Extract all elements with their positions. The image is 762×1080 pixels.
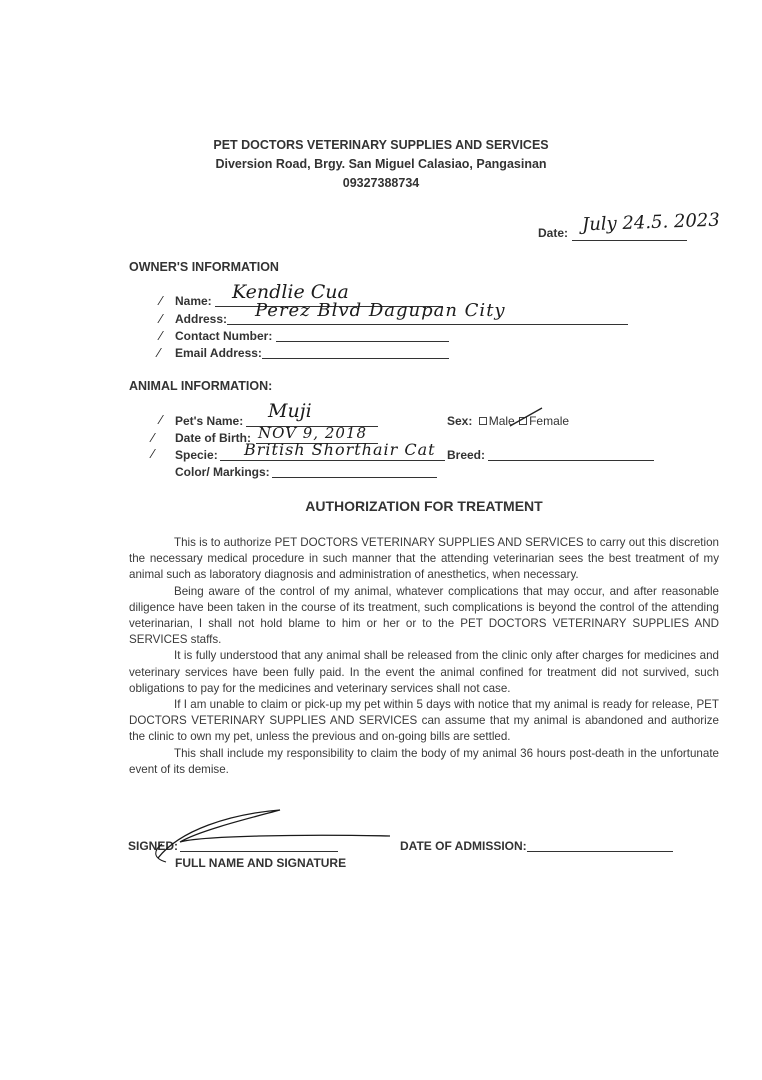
dob-value: NOV 9, 2018 <box>258 424 368 442</box>
male-checkbox[interactable] <box>479 417 487 425</box>
check-mark-icon: ∕ <box>158 345 161 360</box>
company-address: Diversion Road, Brgy. San Miguel Calasiao, Pangasinan <box>215 157 547 171</box>
full-name-signature-label: FULL NAME AND SIGNATURE <box>175 856 347 870</box>
owner-contact-label: Contact Number: <box>175 329 273 343</box>
signed-label: SIGNED: <box>128 839 179 853</box>
owner-email-label: Email Address: <box>175 346 262 360</box>
date-label: Date: <box>538 226 569 240</box>
authorization-title: AUTHORIZATION FOR TREATMENT <box>305 498 543 514</box>
owner-address-line[interactable] <box>227 324 628 325</box>
date-line[interactable] <box>572 240 687 241</box>
authorization-paragraph: Being aware of the control of my animal, whatever complications that may occur, and after reasonable diligence have been taken in the course of its treatment, such complications is beyond the control of the attending veterinarian, I shall not hold blame to him or her or to the PET DOCTORS VETERINARY SUPPLIES AND SERVICES staffs. <box>129 584 719 647</box>
owner-address-value: Perez Blvd Dagupan City <box>255 300 506 321</box>
sex-label: Sex: <box>447 414 473 428</box>
sex-female-label: Female <box>529 414 570 428</box>
dob-label: Date of Birth: <box>175 431 251 445</box>
owner-name-value: Kendlie Cua <box>232 281 349 303</box>
company-name: PET DOCTORS VETERINARY SUPPLIES AND SERVICES <box>213 138 549 152</box>
specie-line[interactable] <box>220 460 445 461</box>
date-of-admission-line[interactable] <box>527 851 673 852</box>
check-mark-icon: ∕ <box>160 412 163 427</box>
authorization-body <box>129 535 719 778</box>
authorization-paragraph: This is to authorize PET DOCTORS VETERINARY SUPPLIES AND SERVICES to carry out this discretion the necessary medical procedure in such manner that the attending veterinarian sees the best treatment of my animal such as laboratory diagnosis and administration of anesthetics, when necessary. <box>129 536 719 582</box>
color-label: Color/ Markings: <box>175 465 270 479</box>
specie-value: British Shorthair Cat <box>244 440 436 459</box>
owner-name-label: Name: <box>175 294 212 308</box>
pet-name-label: Pet's Name: <box>175 414 244 428</box>
owner-section-title: OWNER'S INFORMATION <box>129 260 279 274</box>
sex-male-label: Male <box>488 414 515 428</box>
owner-address-label: Address: <box>175 312 228 326</box>
check-mark-icon: ∕ <box>152 430 155 445</box>
check-mark-icon: ∕ <box>160 328 163 343</box>
check-mark-icon: ∕ <box>152 446 155 461</box>
authorization-paragraph: If I am unable to claim or pick-up my pet within 5 days with notice that my animal is ready for release, PET DOCTORS VETERINARY SUPPLIES AND SERVICES can assume that my animal is abandoned and authorize the clinic to own my pet, unless the previous and on-going bills are settled. <box>129 698 719 744</box>
breed-line[interactable] <box>488 460 654 461</box>
breed-label: Breed: <box>447 448 486 462</box>
date-value: July 24.5. 2023 <box>581 209 721 236</box>
authorization-paragraph: It is fully understood that any animal shall be released from the clinic only after charges for medicines and veterinary services have been fully paid. In the event the animal confined for treatment did not survived, such obligations to pay for the medicines and veterinary services shall not case. <box>129 649 719 695</box>
animal-section-title: ANIMAL INFORMATION: <box>129 379 273 393</box>
check-mark-icon: ∕ <box>160 293 163 308</box>
check-mark-icon: ∕ <box>160 311 163 326</box>
specie-label: Specie: <box>175 448 218 462</box>
female-check-mark-icon <box>508 406 544 430</box>
pet-name-value: Muji <box>268 400 312 422</box>
owner-email-line[interactable] <box>262 358 449 359</box>
company-phone: 09327388734 <box>342 176 420 190</box>
owner-contact-line[interactable] <box>276 341 449 342</box>
color-line[interactable] <box>272 477 437 478</box>
authorization-paragraph: This shall include my responsibility to claim the body of my animal 36 hours post-death in the unfortunate event of its demise. <box>129 746 719 776</box>
date-of-admission-label: DATE OF ADMISSION: <box>400 839 527 853</box>
